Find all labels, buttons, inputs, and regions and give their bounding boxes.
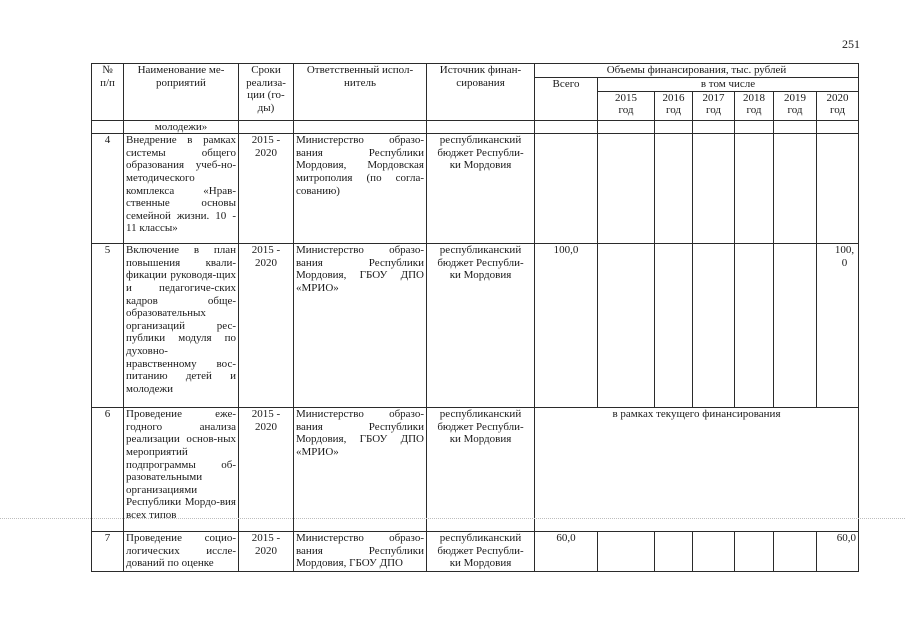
- row-year-2015: [598, 532, 655, 572]
- row-year-2015: [598, 134, 655, 244]
- page-number: 251: [842, 37, 860, 51]
- row-num: 4: [92, 134, 124, 244]
- row-total: 60,0: [535, 532, 598, 572]
- header-year-2015: 2015 год: [598, 91, 655, 120]
- header-including: в том числе: [598, 78, 859, 92]
- row-executor: Министерство образо-вания Республики Мордовия, Мордовская митрополия (по согла-сованию): [294, 134, 427, 244]
- row-year-2019: [774, 134, 817, 244]
- row-name: Проведение еже-годного анализа реализации основ-ных мероприятий подпрограммы об-разовательными организациями Республики Мордо-вия всех типов: [124, 408, 239, 532]
- row-num: 7: [92, 532, 124, 572]
- row-total: [535, 134, 598, 244]
- header-period: Сроки реализа- ции (го- ды): [239, 64, 294, 121]
- header-name: Наименование ме- роприятий: [124, 64, 239, 121]
- row-name: Внедрение в рамках системы общего образования учеб-но-методического комплекса «Нрав-ственные основы семейной жизни. 10 - 11 классы»: [124, 134, 239, 244]
- table-row: [92, 134, 859, 244]
- row-executor: Министерство образо-вания Республики Мордовия, ГБОУ ДПО «МРИО»: [294, 408, 427, 532]
- row-period: 2015 - 2020: [239, 244, 294, 408]
- table-row: [92, 244, 859, 408]
- table-row: [92, 532, 859, 572]
- row-source: республиканский бюджет Республи- ки Мордовия: [427, 408, 535, 532]
- row-period: 2015 - 2020: [239, 134, 294, 244]
- header-total: Всего: [535, 78, 598, 121]
- header-year-2020: 2020 год: [817, 91, 859, 120]
- row-num: 6: [92, 408, 124, 532]
- row-year-2016: [655, 532, 693, 572]
- header-funding: Объемы финансирования, тыс. рублей: [535, 64, 859, 78]
- row-name: Включение в план повышения квали-фикации руководя-щих и педагогиче-ских кадров обще-образовательных организаций рес-публики модуля по духовно-нравственному вос-питанию детей и молодежи: [124, 244, 239, 408]
- row-year-2018: [735, 244, 774, 408]
- row-year-2018: [735, 134, 774, 244]
- table-row: [92, 408, 859, 532]
- row-source: республиканский бюджет Республи- ки Мордовия: [427, 134, 535, 244]
- row-year-2017: [693, 244, 735, 408]
- continuation-text: молодежи»: [124, 120, 239, 134]
- merged-funding-note: в рамках текущего финансирования: [535, 408, 859, 532]
- header-num: № п/п: [92, 64, 124, 121]
- row-year-2020: 60,0: [817, 532, 859, 572]
- scan-artifact-line: [0, 518, 905, 519]
- header-year-2018: 2018 год: [735, 91, 774, 120]
- row-source: республиканский бюджет Республи- ки Мордовия: [427, 244, 535, 408]
- row-year-2017: [693, 532, 735, 572]
- row-year-2015: [598, 244, 655, 408]
- row-year-2020: [817, 134, 859, 244]
- row-year-2016: [655, 244, 693, 408]
- row-year-2019: [774, 532, 817, 572]
- row-source: республиканский бюджет Республи- ки Мордовия: [427, 532, 535, 572]
- row-period: 2015 - 2020: [239, 408, 294, 532]
- row-executor: Министерство образо-вания Республики Мордовия, ГБОУ ДПО: [294, 532, 427, 572]
- header-executor: Ответственный испол- нитель: [294, 64, 427, 121]
- header-year-2017: 2017 год: [693, 91, 735, 120]
- row-num: 5: [92, 244, 124, 408]
- row-year-2018: [735, 532, 774, 572]
- row-total: 100,0: [535, 244, 598, 408]
- header-source: Источник финан- сирования: [427, 64, 535, 121]
- header-year-2019: 2019 год: [774, 91, 817, 120]
- row-year-2019: [774, 244, 817, 408]
- header-year-2016: 2016 год: [655, 91, 693, 120]
- row-year-2016: [655, 134, 693, 244]
- row-name: Проведение социо-логических иссле-дований по оценке: [124, 532, 239, 572]
- table-row: [92, 120, 859, 134]
- row-year-2017: [693, 134, 735, 244]
- row-year-2020: 100, 0: [817, 244, 859, 408]
- row-period: 2015 - 2020: [239, 532, 294, 572]
- row-executor: Министерство образо-вания Республики Мордовия, ГБОУ ДПО «МРИО»: [294, 244, 427, 408]
- funding-table: [91, 63, 859, 572]
